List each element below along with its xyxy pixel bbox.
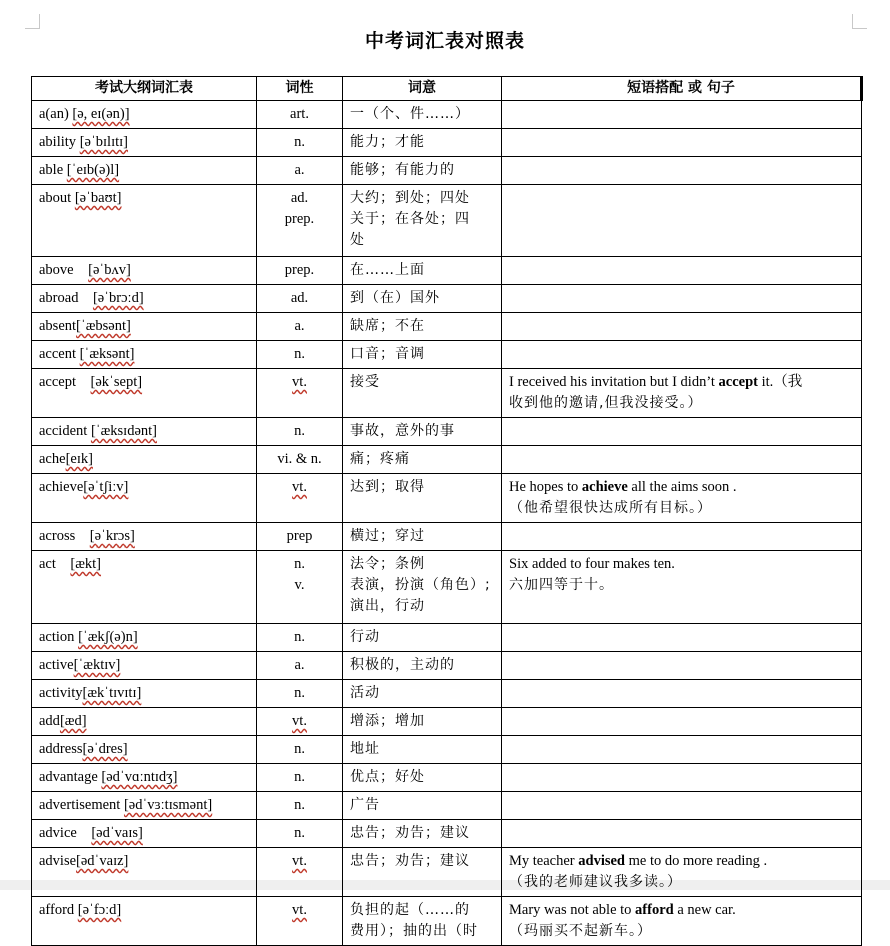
example-line [509, 477, 854, 498]
pronunciation: [eɪk] [65, 451, 93, 467]
meaning-line: 缺席；不在 [350, 318, 425, 334]
word-cell [32, 157, 257, 185]
part-of-speech-cell [257, 285, 343, 313]
word-cell [32, 680, 257, 708]
meaning-cell [343, 624, 502, 652]
part-of-speech-cell [257, 820, 343, 848]
meaning-line: 接受 [350, 374, 380, 390]
table-row [32, 764, 862, 792]
example-cell [502, 257, 862, 285]
example-cell [502, 848, 862, 897]
meaning-line: 一（个、件……） [350, 106, 470, 122]
word-text: ability [39, 134, 80, 150]
word-cell [32, 523, 257, 551]
word-cell [32, 185, 257, 257]
meaning-cell [343, 708, 502, 736]
meaning-cell [343, 285, 502, 313]
part-of-speech-cell [257, 446, 343, 474]
example-text: me to do more reading . [625, 853, 768, 869]
header-meaning: 词意 [343, 77, 502, 101]
example-keyword: advised [578, 853, 625, 869]
part-of-speech: a. [294, 162, 305, 178]
word-text: add [39, 713, 60, 729]
meaning-line: 法令；条例 [350, 556, 425, 572]
part-of-speech: ad. [290, 190, 309, 206]
pronunciation: [ədˈvɑːntɪdʒ] [101, 769, 178, 785]
word-text: a(an) [39, 106, 73, 122]
meaning-cell [343, 341, 502, 369]
meaning-cell [343, 446, 502, 474]
part-of-speech-cell [257, 551, 343, 624]
pronunciation: [ˈæksənt] [79, 346, 135, 362]
pronunciation: [əˈkrɔs] [89, 528, 135, 544]
word-cell [32, 736, 257, 764]
part-of-speech: n. [294, 346, 305, 362]
example-text: 收到他的邀请,但我没接受。） [509, 395, 703, 411]
word-cell [32, 792, 257, 820]
header-part-of-speech: 词性 [257, 77, 343, 101]
part-of-speech: a. [294, 318, 305, 334]
word-cell [32, 341, 257, 369]
table-row [32, 652, 862, 680]
meaning-line: 事故，意外的事 [350, 423, 455, 439]
meaning-cell [343, 652, 502, 680]
example-line [509, 851, 854, 872]
meaning-line: 在……上面 [350, 262, 425, 278]
meaning-cell [343, 820, 502, 848]
table-row [32, 285, 862, 313]
table-row [32, 157, 862, 185]
example-text: Mary was not able to [509, 902, 636, 918]
part-of-speech: v. [294, 577, 305, 593]
word-cell [32, 313, 257, 341]
meaning-line: 痛；疼痛 [350, 451, 410, 467]
word-cell [32, 652, 257, 680]
word-text: address [39, 741, 83, 757]
example-text: He hopes to [509, 479, 582, 495]
word-cell [32, 257, 257, 285]
example-line [509, 575, 854, 596]
table-row [32, 257, 862, 285]
word-cell [32, 624, 257, 652]
meaning-cell [343, 369, 502, 418]
part-of-speech: prep. [284, 211, 315, 227]
word-text: abroad [39, 290, 93, 306]
example-keyword: achieve [581, 479, 628, 495]
word-text: absent [39, 318, 77, 334]
pronunciation: [ə, eɪ(ən)] [72, 106, 130, 122]
meaning-line: 能够；有能力的 [350, 162, 455, 178]
part-of-speech-cell [257, 369, 343, 418]
table-row [32, 341, 862, 369]
example-cell [502, 624, 862, 652]
word-cell [32, 551, 257, 624]
pronunciation: [ˈækʃ(ə)n] [78, 629, 138, 645]
word-cell [32, 764, 257, 792]
word-cell [32, 848, 257, 897]
meaning-cell [343, 764, 502, 792]
table-row [32, 551, 862, 624]
word-cell [32, 129, 257, 157]
word-text: accident [39, 423, 91, 439]
meaning-line: 口音；音调 [350, 346, 425, 362]
meaning-cell [343, 523, 502, 551]
example-text: Six added to four makes ten. [509, 556, 675, 572]
example-text: a new car. [673, 902, 736, 918]
example-text: My teacher [509, 853, 579, 869]
table-row [32, 848, 862, 897]
part-of-speech: n. [294, 769, 305, 785]
example-cell [502, 474, 862, 523]
part-of-speech: n. [294, 685, 305, 701]
meaning-line: 地址 [350, 741, 380, 757]
word-text: advice [39, 825, 92, 841]
example-line [509, 900, 854, 921]
meaning-line: 演出，行动 [350, 598, 425, 614]
meaning-line: 处 [350, 232, 365, 248]
part-of-speech: ad. [290, 290, 309, 306]
pronunciation: [ækt] [70, 556, 102, 572]
part-of-speech-cell [257, 848, 343, 897]
table-row [32, 736, 862, 764]
word-text: across [39, 528, 90, 544]
word-text: about [39, 190, 75, 206]
pronunciation: [əˈfɔːd] [77, 902, 122, 918]
table-row [32, 369, 862, 418]
part-of-speech-cell [257, 474, 343, 523]
table-row [32, 708, 862, 736]
meaning-line: 负担的起（……的 [350, 902, 470, 918]
header-word: 考试大纲词汇表 [32, 77, 257, 101]
word-text: achieve [39, 479, 84, 495]
pronunciation: [æd] [59, 713, 87, 729]
pronunciation: [ˈæktɪv] [73, 657, 121, 673]
example-cell [502, 101, 862, 129]
meaning-cell [343, 897, 502, 946]
pronunciation: [ˈeɪb(ə)l] [66, 162, 120, 178]
part-of-speech: n. [294, 556, 305, 572]
part-of-speech-cell [257, 257, 343, 285]
word-cell [32, 897, 257, 946]
part-of-speech: vt. [292, 713, 307, 729]
example-line [509, 554, 854, 575]
table-row [32, 101, 862, 129]
example-cell [502, 418, 862, 446]
meaning-line: 广告 [350, 797, 380, 813]
example-cell [502, 551, 862, 624]
example-line [509, 921, 854, 942]
example-cell [502, 341, 862, 369]
part-of-speech-cell [257, 523, 343, 551]
pronunciation: [əˈbɪlɪtɪ] [79, 134, 129, 150]
table-row [32, 313, 862, 341]
pronunciation: [əˈbrɔːd] [92, 290, 144, 306]
example-text: （玛丽买不起新车。） [509, 923, 652, 939]
table-row [32, 792, 862, 820]
meaning-line: 费用）；抽的出（时 [350, 923, 478, 939]
meaning-line: 达到；取得 [350, 479, 425, 495]
example-keyword: afford [635, 902, 674, 918]
pronunciation: [əˈbaʊt] [74, 190, 122, 206]
example-cell [502, 652, 862, 680]
example-line [509, 372, 854, 393]
word-text: afford [39, 902, 78, 918]
meaning-line: 优点；好处 [350, 769, 425, 785]
table-row [32, 680, 862, 708]
example-cell [502, 792, 862, 820]
example-cell [502, 313, 862, 341]
example-cell [502, 523, 862, 551]
word-text: advantage [39, 769, 102, 785]
part-of-speech-cell [257, 157, 343, 185]
example-cell [502, 129, 862, 157]
pronunciation: [ədˈvaɪs] [91, 825, 143, 841]
meaning-cell [343, 157, 502, 185]
part-of-speech-cell [257, 341, 343, 369]
pronunciation: [ˈæbsənt] [76, 318, 131, 334]
example-cell [502, 446, 862, 474]
part-of-speech-cell [257, 736, 343, 764]
meaning-line: 表演，扮演（角色）; [350, 577, 491, 593]
part-of-speech: vi. & n. [277, 451, 322, 467]
pronunciation: [əˈtʃiːv] [83, 479, 129, 495]
example-cell [502, 764, 862, 792]
part-of-speech: prep. [284, 262, 315, 278]
pronunciation: [ədˈvaɪz] [76, 853, 129, 869]
part-of-speech: n. [294, 423, 305, 439]
pronunciation: [ækˈtɪvɪtɪ] [82, 685, 142, 701]
table-row [32, 820, 862, 848]
word-cell [32, 446, 257, 474]
meaning-line: 横过；穿过 [350, 528, 425, 544]
part-of-speech: vt. [292, 902, 307, 918]
meaning-line: 到（在）国外 [350, 290, 440, 306]
meaning-line: 积极的，主动的 [350, 657, 455, 673]
part-of-speech: n. [294, 797, 305, 813]
word-text: activity [39, 685, 83, 701]
example-cell [502, 185, 862, 257]
pronunciation: [əˈdres] [82, 741, 128, 757]
part-of-speech: a. [294, 657, 305, 673]
word-text: action [39, 629, 79, 645]
part-of-speech-cell [257, 101, 343, 129]
example-line [509, 393, 854, 414]
part-of-speech: vt. [292, 853, 307, 869]
example-cell [502, 680, 862, 708]
word-text: act [39, 556, 71, 572]
pronunciation: [ˈæksɪdənt] [90, 423, 157, 439]
meaning-cell [343, 101, 502, 129]
meaning-line: 能力；才能 [350, 134, 425, 150]
word-text: advertisement [39, 797, 124, 813]
example-cell [502, 736, 862, 764]
word-cell [32, 285, 257, 313]
vocabulary-table [31, 76, 863, 946]
part-of-speech-cell [257, 708, 343, 736]
part-of-speech-cell [257, 652, 343, 680]
part-of-speech-cell [257, 897, 343, 946]
meaning-cell [343, 257, 502, 285]
table-row [32, 418, 862, 446]
part-of-speech: n. [294, 741, 305, 757]
table-row [32, 185, 862, 257]
part-of-speech: art. [290, 106, 309, 122]
word-cell [32, 101, 257, 129]
part-of-speech-cell [257, 185, 343, 257]
meaning-line: 忠告；劝告；建议 [350, 853, 470, 869]
part-of-speech: n. [294, 629, 305, 645]
example-text: it.（我 [758, 374, 803, 390]
part-of-speech: n. [294, 134, 305, 150]
example-cell [502, 157, 862, 185]
word-cell [32, 820, 257, 848]
part-of-speech-cell [257, 764, 343, 792]
part-of-speech-cell [257, 680, 343, 708]
part-of-speech-cell [257, 313, 343, 341]
table-row [32, 523, 862, 551]
pronunciation: [əˈbʌv] [88, 262, 131, 278]
meaning-cell [343, 129, 502, 157]
word-text: active [39, 657, 74, 673]
part-of-speech-cell [257, 129, 343, 157]
example-cell [502, 369, 862, 418]
meaning-cell [343, 736, 502, 764]
meaning-cell [343, 792, 502, 820]
part-of-speech: vt. [292, 374, 307, 390]
word-text: able [39, 162, 67, 178]
word-cell [32, 369, 257, 418]
example-text: I received his invitation but I didn’t [509, 374, 719, 390]
meaning-line: 行动 [350, 629, 380, 645]
word-text: accept [39, 374, 91, 390]
pronunciation: [ədˈvɜːtɪsmənt] [123, 797, 213, 813]
meaning-cell [343, 185, 502, 257]
meaning-cell [343, 418, 502, 446]
pronunciation: [əkˈsept] [90, 374, 143, 390]
example-keyword: accept [718, 374, 758, 390]
example-text: （他希望很快达成所有目标。） [509, 500, 712, 516]
example-text: 六加四等于十。 [509, 577, 614, 593]
word-text: above [39, 262, 89, 278]
table-row [32, 624, 862, 652]
word-text: ache [39, 451, 66, 467]
meaning-line: 关于；在各处；四 [350, 211, 470, 227]
table-row [32, 897, 862, 946]
meaning-cell [343, 848, 502, 897]
example-text: all the aims soon . [627, 479, 737, 495]
word-text: accent [39, 346, 80, 362]
meaning-line: 忠告；劝告；建议 [350, 825, 470, 841]
part-of-speech: n. [294, 825, 305, 841]
word-cell [32, 418, 257, 446]
word-text: advise [39, 853, 77, 869]
table-row [32, 474, 862, 523]
page-title: 中考词汇表对照表 [364, 30, 525, 52]
part-of-speech: vt. [292, 479, 307, 495]
example-cell [502, 285, 862, 313]
meaning-line: 大约；到处；四处 [350, 190, 470, 206]
example-cell [502, 708, 862, 736]
part-of-speech: prep [286, 528, 313, 544]
meaning-cell [343, 680, 502, 708]
part-of-speech-cell [257, 624, 343, 652]
table-header-row [32, 77, 862, 101]
example-cell [502, 897, 862, 946]
example-cell [502, 820, 862, 848]
word-cell [32, 474, 257, 523]
meaning-cell [343, 551, 502, 624]
table-row [32, 129, 862, 157]
example-line [509, 498, 854, 519]
example-text: （我的老师建议我多读。） [509, 874, 682, 890]
part-of-speech-cell [257, 418, 343, 446]
meaning-line: 增添；增加 [350, 713, 425, 729]
header-phrase-or-sentence: 短语搭配 或 句子 [502, 77, 862, 101]
word-cell [32, 708, 257, 736]
meaning-cell [343, 313, 502, 341]
meaning-line: 活动 [350, 685, 380, 701]
meaning-cell [343, 474, 502, 523]
part-of-speech-cell [257, 792, 343, 820]
table-row [32, 446, 862, 474]
